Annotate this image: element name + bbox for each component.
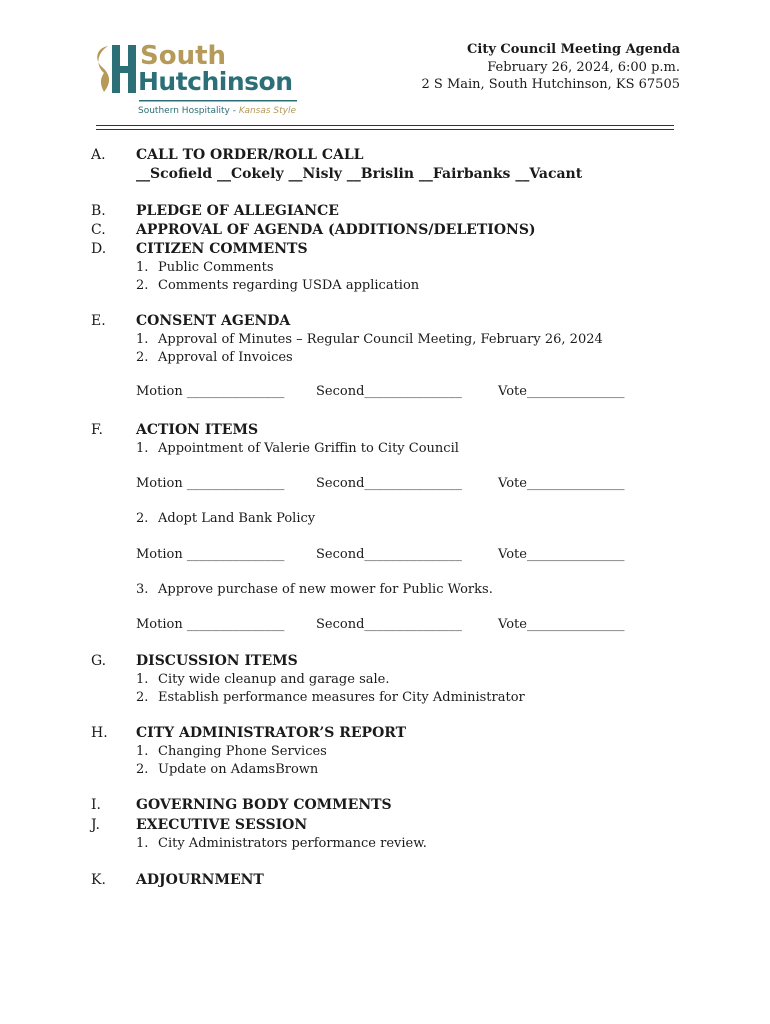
vote-line: Vote_______________ (498, 476, 625, 491)
list-item (136, 744, 327, 759)
list-item (136, 762, 318, 777)
list-item (136, 511, 315, 526)
item-text: Approve purchase of new mower for Public Works. (158, 582, 493, 597)
citizen-comments-heading: CITIZEN COMMENTS (136, 241, 308, 257)
item-text: Approval of Minutes – Regular Council Meeting, February 26, 2024 (158, 332, 603, 347)
item-letter-g: G. (91, 653, 107, 669)
discussion-items-heading: DISCUSSION ITEMS (136, 653, 298, 669)
vote-line: Vote_______________ (498, 617, 625, 632)
item-letter-h: H. (91, 725, 108, 741)
list-item (136, 672, 390, 687)
item-letter-b: B. (91, 203, 106, 219)
list-item (136, 350, 293, 365)
second-line: Second_______________ (316, 476, 462, 491)
second-line: Second_______________ (316, 547, 462, 562)
motion-line: Motion _______________ (136, 617, 285, 632)
item-text: City wide cleanup and garage sale. (158, 672, 390, 687)
consent-agenda-heading: CONSENT AGENDA (136, 313, 291, 329)
action-items-heading: ACTION ITEMS (136, 422, 259, 438)
approval-of-agenda-heading: APPROVAL OF AGENDA (ADDITIONS/DELETIONS) (136, 222, 536, 238)
meeting-address: 2 S Main, South Hutchinson, KS 67505 (421, 77, 680, 92)
item-letter-c: C. (91, 222, 106, 238)
item-number: 2. (136, 278, 149, 293)
list-item (136, 332, 603, 347)
governing-body-comments-heading: GOVERNING BODY COMMENTS (136, 797, 392, 813)
administrator-report-heading: CITY ADMINISTRATOR’S REPORT (136, 725, 407, 741)
item-number: 1. (136, 836, 149, 851)
item-text: Update on AdamsBrown (158, 762, 319, 777)
pledge-heading: PLEDGE OF ALLEGIANCE (136, 203, 339, 219)
item-text: Changing Phone Services (158, 744, 327, 759)
item-number: 2. (136, 690, 149, 705)
list-item (136, 836, 427, 851)
item-number: 1. (136, 744, 149, 759)
item-letter-k: K. (91, 872, 106, 888)
item-letter-f: F. (91, 422, 103, 438)
logo-tagline-text: Southern Hospitality - (138, 106, 236, 116)
header-divider (96, 125, 674, 126)
item-number: 1. (136, 332, 149, 347)
logo-tagline (138, 106, 296, 116)
logo-tagline-italic: Kansas Style (238, 106, 297, 116)
second-line: Second_______________ (316, 384, 462, 399)
logo-line-south: South (140, 41, 227, 71)
executive-session-heading: EXECUTIVE SESSION (136, 817, 308, 833)
item-text: Adopt Land Bank Policy (158, 511, 316, 526)
item-letter-j: J. (91, 817, 100, 833)
item-text: Public Comments (158, 260, 274, 275)
call-to-order-heading: CALL TO ORDER/ROLL CALL (136, 147, 364, 163)
header-divider-thin (96, 129, 674, 130)
south-hutchinson-logo (92, 40, 302, 124)
item-number: 2. (136, 511, 149, 526)
motion-line: Motion _______________ (136, 476, 285, 491)
list-item (136, 278, 419, 293)
list-item (136, 441, 459, 456)
roll-call-names: __Scofield __Cokely __Nisly __Brislin __Fairbanks __Vacant (136, 166, 583, 182)
agenda-title: City Council Meeting Agenda (467, 42, 680, 57)
meeting-datetime: February 26, 2024, 6:00 p.m. (487, 59, 680, 75)
item-letter-i: I. (91, 797, 101, 813)
logo-line-hutchinson: Hutchinson (138, 67, 293, 96)
item-letter-e: E. (91, 313, 106, 329)
item-letter-a: A. (91, 147, 106, 163)
item-text: Establish performance measures for City Administrator (158, 690, 525, 705)
item-text: Approval of Invoices (158, 350, 293, 365)
list-item (136, 690, 525, 705)
list-item (136, 260, 274, 275)
item-number: 1. (136, 260, 149, 275)
item-letter-d: D. (91, 241, 107, 257)
agenda-header (422, 41, 681, 94)
second-line: Second_______________ (316, 617, 462, 632)
item-text: City Administrators performance review. (158, 836, 427, 851)
adjournment-heading: ADJOURNMENT (136, 872, 264, 888)
item-number: 2. (136, 762, 149, 777)
motion-line: Motion _______________ (136, 384, 285, 399)
item-text: Appointment of Valerie Griffin to City Council (158, 441, 459, 456)
list-item (136, 582, 493, 597)
motion-line: Motion _______________ (136, 547, 285, 562)
vote-line: Vote_______________ (498, 384, 625, 399)
item-number: 2. (136, 350, 149, 365)
item-number: 1. (136, 672, 149, 687)
item-number: 3. (136, 582, 149, 597)
vote-line: Vote_______________ (498, 547, 625, 562)
item-text: Comments regarding USDA application (158, 278, 420, 293)
item-number: 1. (136, 441, 149, 456)
